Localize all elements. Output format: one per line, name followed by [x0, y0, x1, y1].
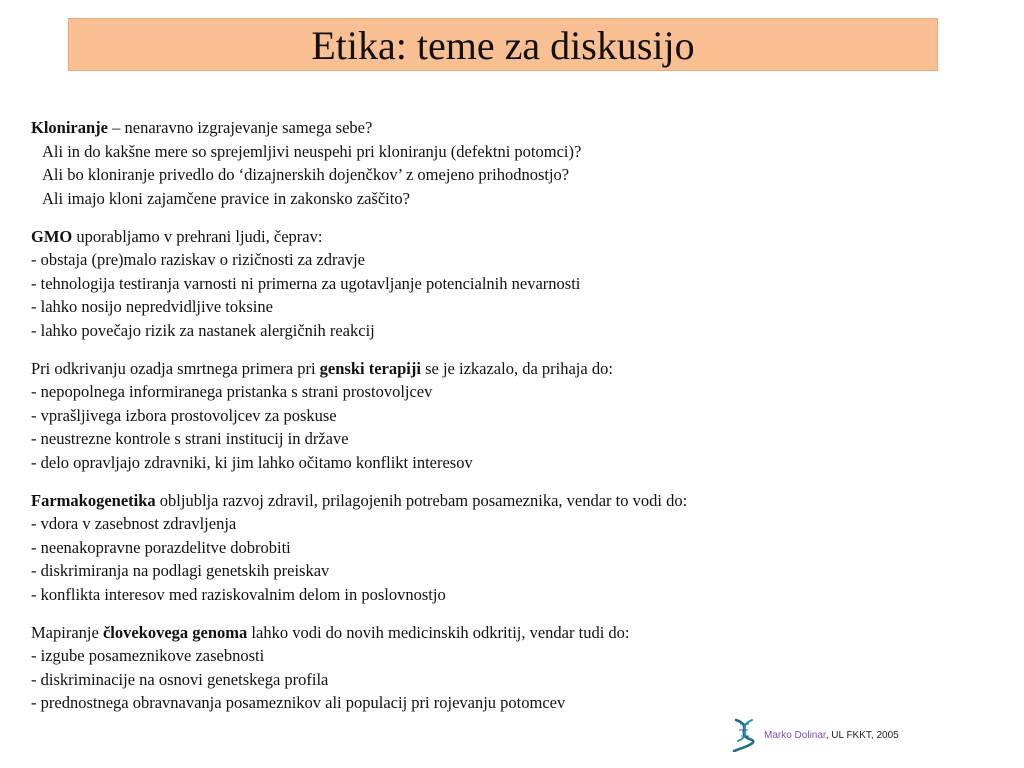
genome-list-item: - diskriminacije na osnovi genetskega profila: [31, 669, 329, 689]
genome-list-item: - izgube posameznikove zasebnosti: [31, 646, 265, 665]
section-gene-therapy: [31, 357, 991, 475]
cloning-intro: – nenaravno izgrajevanje samega sebe?: [108, 118, 373, 137]
genome-list-item: - prednostnega obravnavanja posameznikov ali populacij pri rojevanju potomcev: [31, 693, 566, 712]
slide-body: [31, 116, 991, 715]
cloning-heading-line: [31, 116, 991, 140]
gmo-heading-line: [31, 225, 991, 249]
section-gmo: [31, 225, 991, 343]
author-name: Marko Dolinar: [764, 729, 826, 741]
cloning-question: Ali imajo kloni zajamčene pravice in zakonsko zaščito?: [42, 188, 410, 208]
cloning-question: Ali bo kloniranje privedlo do ‘dizajnerskih dojenčkov’ z omejeno prihodnostjo?: [42, 165, 570, 184]
genome-prefix: Mapiranje: [31, 622, 103, 642]
slide-title: Etika: teme za diskusijo: [311, 22, 695, 68]
section-pharmacogenetics: [31, 489, 991, 607]
pharmacogenetics-list-item: - vdora v zasebnost zdravljenja: [31, 514, 237, 533]
genome-suffix: lahko vodi do novih medicinskih odkritij, vendar tudi do:: [247, 622, 630, 642]
gene-therapy-suffix: se je izkazalo, da prihaja do:: [420, 358, 613, 378]
gmo-list-item: - lahko nosijo nepredvidljive toksine: [31, 297, 273, 316]
pharmacogenetics-term: Farmakogenetika: [31, 490, 156, 510]
pharmacogenetics-list-item: - neenakopravne porazdelitve dobrobiti: [31, 537, 291, 557]
pharmacogenetics-list-item: - diskrimiranja na podlagi genetskih preiskav: [31, 561, 330, 580]
dna-helix-icon: [730, 718, 758, 752]
gene-therapy-list-item: - delo opravljajo zdravniki, ki jim lahko očitamo konflikt interesov: [31, 452, 473, 472]
pharmacogenetics-intro: obljublja razvoj zdravil, prilagojenih potrebam posameznika, vendar to vodi do:: [155, 490, 688, 510]
gene-therapy-list-item: - nepopolnega informiranega pristanka s strani prostovoljcev: [31, 382, 433, 401]
pharmacogenetics-list-item: - konflikta interesov med raziskovalnim delom in poslovnostjo: [31, 584, 446, 604]
gene-therapy-prefix: Pri odkrivanju ozadja smrtnega primera pri: [31, 358, 320, 378]
gene-therapy-list-item: - vprašljivega izbora prostovoljcev za poskuse: [31, 405, 337, 425]
gmo-intro: uporabljamo v prehrani ljudi, čeprav:: [72, 226, 323, 246]
gmo-list-item: - lahko povečajo rizik za nastanek alergičnih reakcij: [31, 320, 375, 340]
genome-heading-line: [31, 621, 991, 645]
author-credit: [764, 730, 899, 741]
slide-footer: [730, 718, 899, 752]
gene-therapy-list-item: - neustrezne kontrole s strani institucij in države: [31, 429, 349, 448]
pharmacogenetics-heading-line: [31, 489, 991, 513]
gmo-term: GMO: [31, 226, 73, 246]
gene-therapy-term: genski terapiji: [319, 358, 421, 378]
author-affiliation: , UL FKKT, 2005: [825, 729, 899, 741]
section-genome: [31, 621, 991, 715]
cloning-question: Ali in do kakšne mere so sprejemljivi neuspehi pri kloniranju (defektni potomci)?: [42, 141, 582, 161]
title-banner: [68, 18, 938, 71]
gene-therapy-heading-line: [31, 357, 991, 381]
gmo-list-item: - obstaja (pre)malo raziskav o rizičnosti za zdravje: [31, 250, 365, 269]
cloning-term: Kloniranje: [31, 118, 108, 137]
genome-term: človekovega genoma: [102, 622, 248, 642]
gmo-list-item: - tehnologija testiranja varnosti ni primerna za ugotavljanje potencialnih nevarnosti: [31, 273, 581, 293]
section-cloning: [31, 116, 991, 210]
